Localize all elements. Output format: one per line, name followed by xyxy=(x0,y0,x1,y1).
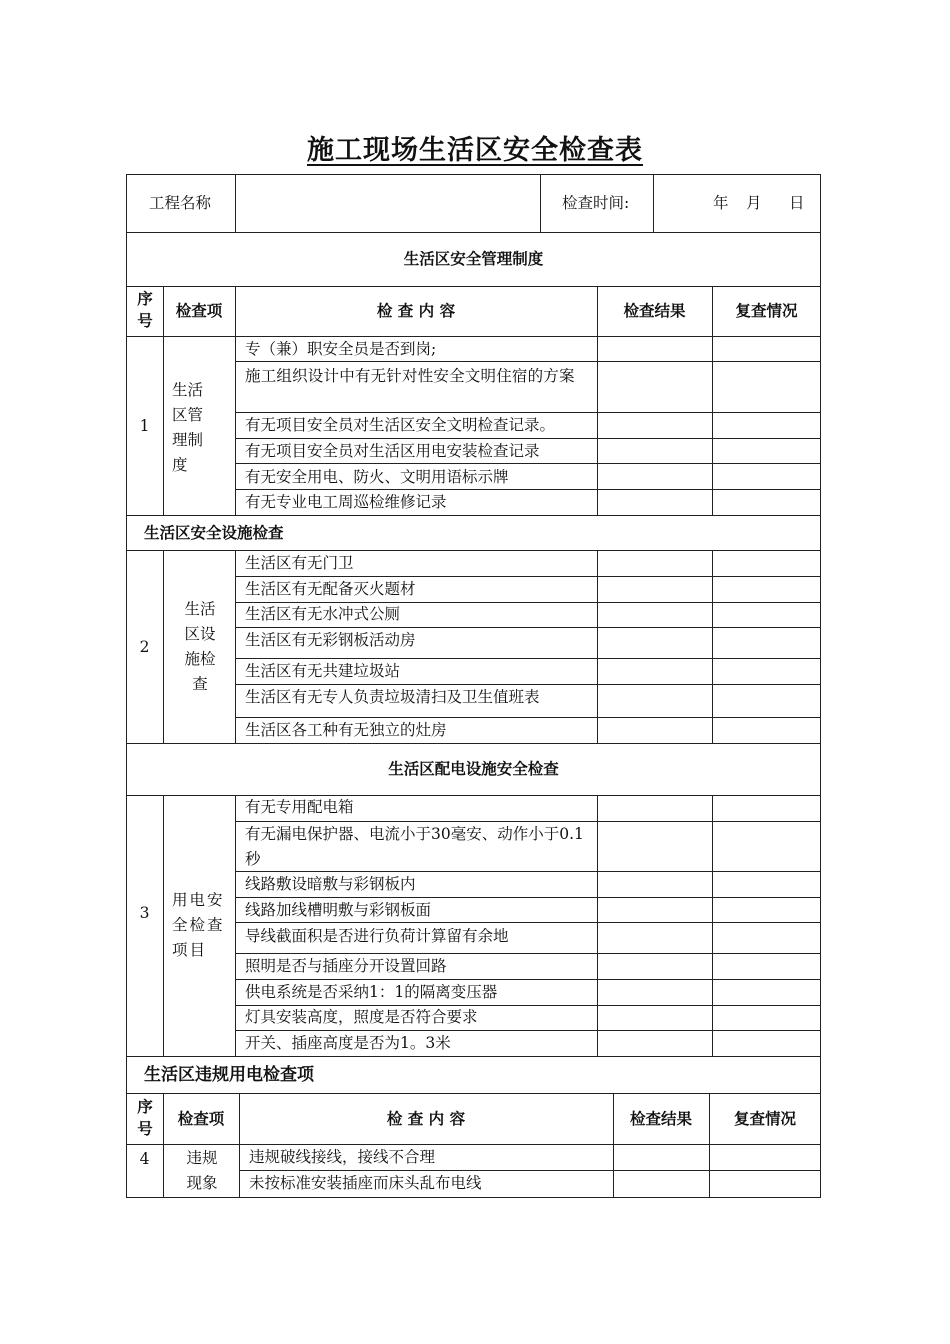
list-item: 有无漏电保护器、电流小于30毫安、动作小于0.1秒 xyxy=(245,825,584,868)
list-item: 生活区有无彩钢板活动房 xyxy=(245,631,416,649)
list-item: 生活区有无专人负责垃圾清扫及卫生值班表 xyxy=(245,688,540,706)
list-item: 生活区有无门卫 xyxy=(245,554,354,572)
list-item: 生活区有无共建垃圾站 xyxy=(245,662,401,680)
list-item: 供电系统是否采纳1：1的隔离变压器 xyxy=(245,983,498,1001)
col-content: 检 查 内 容 xyxy=(376,302,456,320)
category-violations: 违规现象 xyxy=(186,1149,218,1192)
list-item: 未按标准安装插座而床头乱布电线 xyxy=(249,1174,482,1192)
col-result: 检查结果 xyxy=(629,1110,692,1128)
list-item: 专（兼）职安全员是否到岗; xyxy=(245,340,437,358)
check-time-label: 检查时间: xyxy=(562,194,630,212)
list-item: 生活区有无配备灭火题材 xyxy=(245,580,416,598)
project-name-field[interactable] xyxy=(237,176,538,231)
section-title-management: 生活区安全管理制度 xyxy=(403,250,544,268)
list-item: 导线截面积是否进行负荷计算留有余地 xyxy=(245,927,509,945)
list-item: 线路敷设暗敷与彩钢板内 xyxy=(245,875,416,893)
date-year: 年 xyxy=(713,194,729,212)
list-item: 线路加线槽明敷与彩钢板面 xyxy=(245,901,432,919)
date-month: 月 xyxy=(746,194,762,212)
seq-4: 4 xyxy=(139,1150,150,1168)
col-content: 检 查 内 容 xyxy=(386,1110,466,1128)
list-item: 有无安全用电、防火、文明用语标示牌 xyxy=(245,468,509,486)
col-recheck: 复查情况 xyxy=(733,1110,796,1128)
date-day: 日 xyxy=(789,194,805,212)
list-item: 开关、插座高度是否为1。3米 xyxy=(245,1034,451,1052)
seq-1: 1 xyxy=(139,417,150,435)
list-item: 有无专用配电箱 xyxy=(245,798,354,816)
page-title: 施工现场生活区安全检查表 xyxy=(307,135,643,166)
list-item: 生活区有无水冲式公厕 xyxy=(245,605,401,623)
list-item: 有无专业电工周巡检维修记录 xyxy=(245,493,447,511)
list-item: 有无项目安全员对生活区安全文明检查记录。 xyxy=(245,416,556,434)
list-item: 灯具安装高度，照度是否符合要求 xyxy=(245,1008,478,1026)
section-title-violations: 生活区违规用电检查项 xyxy=(144,1065,314,1085)
list-item: 施工组织设计中有无针对性安全文明住宿的方案 xyxy=(245,367,575,385)
category-management: 生活区管理制度 xyxy=(172,381,204,474)
list-item: 违规破线接线，接线不合理 xyxy=(249,1148,436,1166)
list-item: 照明是否与插座分开设置回路 xyxy=(245,957,447,975)
col-item: 检查项 xyxy=(175,302,223,320)
section-title-facilities: 生活区安全设施检查 xyxy=(144,524,284,542)
seq-3: 3 xyxy=(139,904,150,922)
list-item: 生活区各工种有无独立的灶房 xyxy=(245,721,447,739)
col-seq: 序号 xyxy=(137,1098,153,1138)
section-title-power: 生活区配电设施安全检查 xyxy=(388,760,559,778)
col-result: 检查结果 xyxy=(623,302,686,320)
category-power: 用电安全检查项目 xyxy=(172,891,225,959)
col-seq: 序号 xyxy=(137,290,153,330)
col-item: 检查项 xyxy=(177,1110,225,1128)
project-name-label: 工程名称 xyxy=(149,194,212,212)
col-recheck: 复查情况 xyxy=(735,302,798,320)
list-item: 有无项目安全员对生活区用电安装检查记录 xyxy=(245,442,540,460)
category-facilities: 生活区设施检查 xyxy=(184,600,216,693)
seq-2: 2 xyxy=(139,638,150,656)
